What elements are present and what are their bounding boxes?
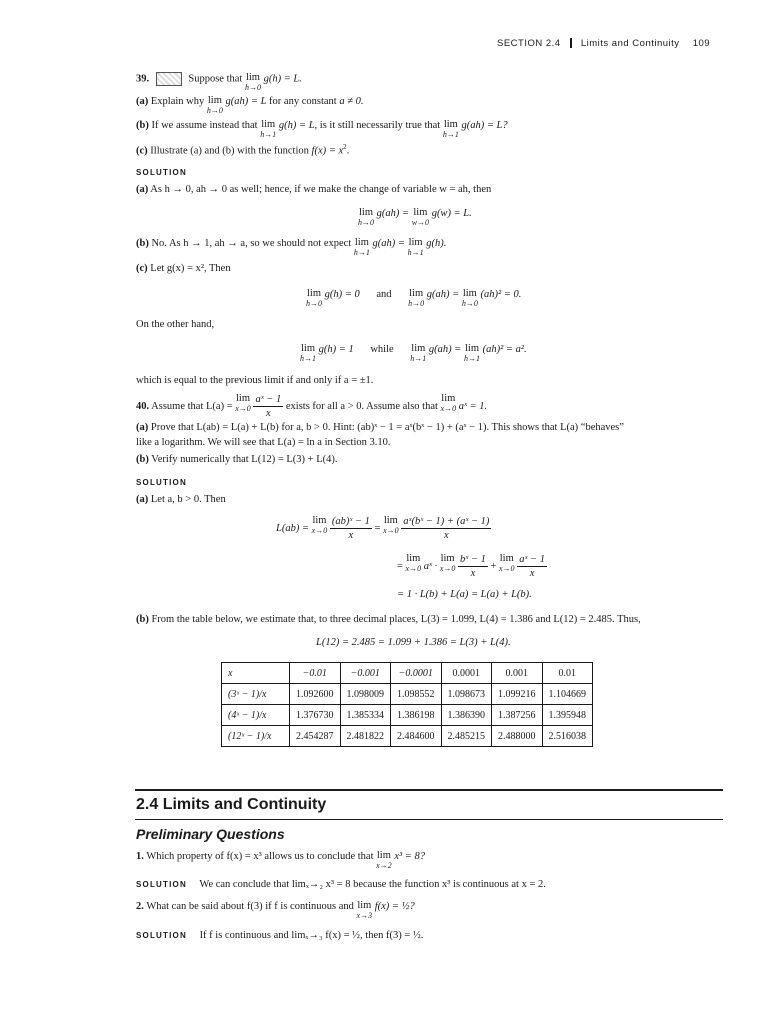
problem-40-a-cont: like a logarithm. We will see that L(a) = ln a in Section 3.10. [136,437,391,448]
problem-39-b [136,119,508,139]
math: = [397,561,403,573]
text: What can be said about f(3) if f is continuous and [146,901,354,912]
part-label: (a) [136,422,149,433]
math: g(ah) = L [225,96,267,107]
table-cell: 1.385334 [340,705,391,726]
text: while [370,344,394,355]
page-number: 109 [692,38,711,49]
table-cell: −0.0001 [391,663,442,684]
text: and [376,289,392,300]
part-label: (b) [136,238,149,249]
math: f(x) = ½? [374,901,415,912]
preliminary-heading: Preliminary Questions [136,826,285,842]
text: Prove that L(ab) = L(a) + L(b) for a, b > 0. Hint: (ab)ˣ − 1 = aˣ(bˣ − 1) + (aˣ − 1). This shows that L(a) “behaves” [150,422,624,433]
text: As h → 0, ah → 0 as well; hence, if we make the change of variable w = ah, then [150,184,492,195]
math: x³ = 8? [394,851,425,862]
problem-39-intro [136,72,302,92]
limit: lim x→0 [311,515,328,535]
text: If f is continuous and limₓ→₃ f(x) = ½, then f(3) = ½. [199,930,424,941]
table-row [222,684,593,705]
equation-39c-2 [300,343,527,363]
math: g(h) = L, [278,120,318,131]
math: g(ah) = [372,238,405,249]
derivation-line-1 [276,515,491,542]
limit: lim x→3 [356,900,373,920]
table-cell: (12ˣ − 1)/x [222,726,290,747]
math: g(h) = 1 [318,344,354,355]
limit: lim x→0 [439,553,456,573]
fraction: $\frac{\text{aˣ(bˣ − 1) + (aˣ − 1)}}{x}$ [403,516,490,542]
math: L(ab) = [276,523,310,535]
math: = [374,523,381,535]
limit: lim h→0 [358,207,374,227]
answer-1 [136,878,546,891]
fraction: $\frac{\text{aˣ − 1}}{x}$ [519,554,545,580]
solution-39-c [136,262,231,275]
part-label: (a) [136,494,149,505]
table-cell: 1.387256 [492,705,543,726]
part-label: (a) [136,96,149,107]
question-2 [136,900,415,920]
limit: lim x→0 [235,393,251,413]
limit: lim h→0 [244,72,261,92]
solution-label: SOLUTION [136,931,187,940]
text: exists for all a > 0. Assume also that [285,401,438,413]
text: Suppose that [188,73,243,85]
limit: lim w→0 [411,207,430,227]
limit: lim h→1 [260,119,277,139]
graphing-calculator-icon [156,72,182,86]
equation-39c-1 [306,288,521,308]
part-label: (b) [136,614,149,625]
exponent: 2 [343,143,347,151]
table-cell: 1.104669 [542,684,593,705]
table-cell: 1.098009 [340,684,391,705]
limit: lim x→0 [383,515,399,535]
solution-label: SOLUTION [136,478,187,487]
other-hand-text: On the other hand, [136,319,215,330]
limit: lim x→0 [499,553,515,573]
conclusion-39: which is equal to the previous limit if and only if a = ±1. [136,375,374,386]
question-number: 2. [136,901,144,912]
table-header-row [222,663,593,684]
table-cell: 1.098552 [391,684,442,705]
limit: lim x→0 [440,393,457,413]
table-cell: 1.376730 [290,705,341,726]
limit: lim x→0 [405,553,422,573]
text: Explain why [150,96,205,107]
table-cell: 2.516038 [542,726,593,747]
solution-39-b [136,237,446,257]
math: f(x) = x [311,145,344,157]
problem-40-intro [136,393,487,420]
table-cell: 2.488000 [492,726,543,747]
math: g(w) = L. [431,208,472,219]
text: Verify numerically that L(12) = L(3) + L(4). [151,454,338,465]
text: Illustrate (a) and (b) with the function [150,145,309,157]
math: g(ah) = L? [461,120,508,131]
section-rule-top [135,789,723,791]
text: Let a, b > 0. Then [150,494,226,505]
derivation-line-2 [397,553,547,580]
limit: lim h→0 [408,288,425,308]
table-cell: 1.098673 [441,684,492,705]
problem-40-a [136,421,624,434]
table-row [222,705,593,726]
part-label: (b) [136,120,149,131]
math: (ah)² = a². [482,344,527,355]
question-1 [136,850,425,870]
part-label: (c) [136,263,148,274]
table-cell: 1.395948 [542,705,593,726]
limit: lim x→2 [376,850,392,870]
table-cell: 2.484600 [391,726,442,747]
part-label: (a) [136,184,149,195]
solution-40-a [136,493,226,506]
text: If we assume instead that [151,120,258,131]
table-cell: 0.0001 [441,663,492,684]
math: (ah)² = 0. [480,289,522,300]
limit: lim h→1 [464,343,481,363]
equation-39a [358,207,472,227]
section-rule-bottom [135,819,723,820]
derivation-line-3: = 1 · L(b) + L(a) = L(a) + L(b). [397,589,532,600]
solution-label: SOLUTION [136,168,187,177]
table-cell: (3ˣ − 1)/x [222,684,290,705]
math: g(h) = 0 [324,289,360,300]
solution-label: SOLUTION [136,880,187,889]
table-cell: 0.001 [492,663,543,684]
table-row [222,726,593,747]
running-header [497,38,710,50]
limit: lim h→1 [353,237,370,257]
math: + [490,561,497,573]
text: From the table below, we estimate that, to three decimal places, L(3) = 1.099, L(4) = 1.386 and L(12) = 2.485. Thus, [151,614,641,625]
math: aˣ = 1. [458,401,488,413]
problem-40-b [136,453,337,466]
math: g(ah) = [426,289,460,300]
fraction: $\frac{\text{(ab)ˣ − 1}}{x}$ [331,516,370,542]
answer-2 [136,929,423,942]
solution-40-b [136,613,641,626]
table-cell: −0.01 [290,663,341,684]
solution-39-a [136,183,491,196]
values-table [221,662,593,747]
problem-39-c: (c) Illustrate (a) and (b) with the function $f(x) = x^2$. [136,143,350,157]
math: aˣ · [423,561,438,573]
table-cell: x [222,663,290,684]
section-label: SECTION 2.4 [497,38,561,49]
limit: lim h→1 [442,119,459,139]
text: Assume that L(a) = [151,401,233,413]
table-cell: 2.485215 [441,726,492,747]
header-divider [570,38,572,48]
part-label: (b) [136,454,149,465]
text: for any constant [269,96,337,107]
section-title: Limits and Continuity [580,38,680,49]
limit: lim h→0 [461,288,478,308]
table-cell: −0.001 [340,663,391,684]
limit: lim h→1 [410,343,427,363]
table-cell: 1.099216 [492,684,543,705]
limit: lim h→0 [306,288,322,308]
limit: lim h→1 [300,343,316,363]
text: We can conclude that limₓ→₂ x³ = 8 because the function x³ is continuous at x = 2. [199,879,546,890]
part-label: (c) [136,145,148,157]
math: g(ah) = [428,344,462,355]
question-number: 1. [136,851,144,862]
text: Which property of f(x) = x³ allows us to conclude that [146,851,374,862]
math: g(h) = L. [263,73,302,85]
equation-40b: L(12) = 2.485 = 1.099 + 1.386 = L(3) + L(4). [316,637,511,648]
limit: lim h→0 [206,95,223,115]
table-cell: 2.454287 [290,726,341,747]
fraction: $\frac{\text{aˣ − 1}}{x}$ [255,394,282,420]
limit: lim h→1 [407,237,424,257]
math: g(h). [426,238,447,249]
table-cell: 1.092600 [290,684,341,705]
fraction: $\frac{\text{bˣ − 1}}{x}$ [460,554,486,580]
section-heading: 2.4 Limits and Continuity [136,796,327,813]
problem-number: 39. [136,73,150,85]
problem-39-a [136,95,363,115]
text: Let g(x) = x², Then [150,263,231,274]
problem-number: 40. [136,401,150,413]
table-cell: 0.01 [542,663,593,684]
text: No. As h → 1, ah → a, so we should not expect [151,238,352,249]
math: g(ah) = [376,208,410,219]
table-cell: 1.386198 [391,705,442,726]
table-cell: (4ˣ − 1)/x [222,705,290,726]
table-cell: 1.386390 [441,705,492,726]
math: a ≠ 0. [339,96,364,107]
text: is it still necessarily true that [319,120,441,131]
table-cell: 2.481822 [340,726,391,747]
